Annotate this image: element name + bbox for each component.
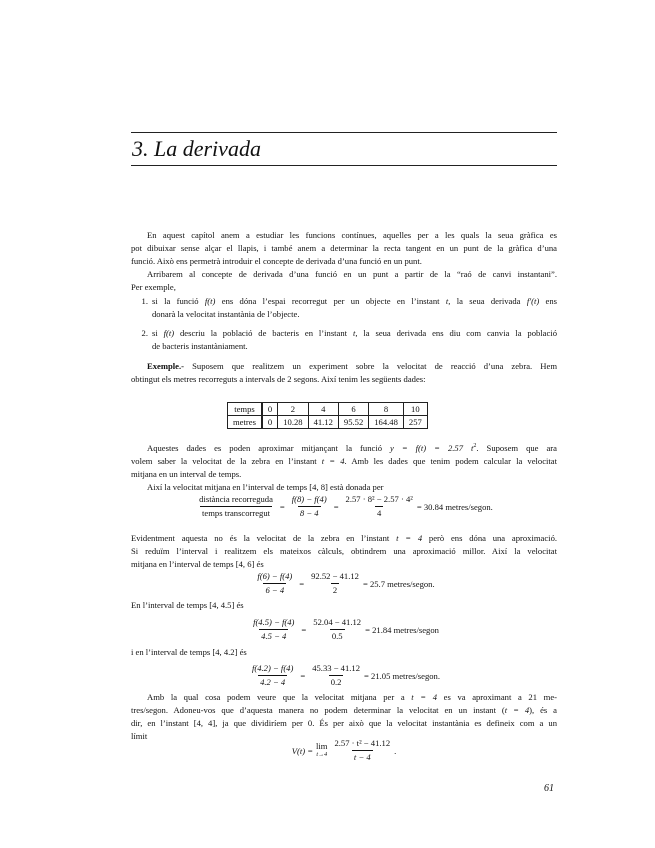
list-item [131, 327, 557, 353]
fraction [250, 663, 295, 688]
equation-5 [131, 738, 557, 763]
denominator: 0.5 [331, 631, 343, 641]
table-row [228, 403, 428, 416]
approx-paragraph [131, 440, 557, 494]
interval-text [131, 599, 557, 612]
equation-2: $\frac{f(6) - f(4)}{6 - 4}$ = $\frac{92.52 - 41.12}{2}$ = 25.7 metres/segon. [257, 571, 435, 595]
table-cell: 2 [278, 403, 308, 416]
text: està donada per [327, 481, 384, 492]
chapter-title: 3. La derivada [132, 136, 261, 161]
list-text: , la seua derivada ens diu com canvia la població [355, 328, 557, 338]
table-cell: 10.28 [278, 416, 308, 429]
top-rule [131, 132, 557, 133]
math: t [352, 328, 356, 338]
example-list [131, 295, 557, 353]
text: mitjana en un interval de temps. [131, 468, 242, 479]
fraction [309, 571, 361, 596]
table-cell: 0 [262, 416, 278, 429]
intro-line: En aquest capítol anem a estudiar les funcions contínues, aquelles per a les quals la seua gràfica es [147, 230, 557, 240]
text: volem saber la velocitat de la zebra en l’instant [131, 455, 322, 466]
text: es va aproximant a 21 me- [437, 692, 557, 702]
fraction [290, 494, 329, 519]
text: En l’interval de temps [131, 600, 210, 610]
denominator: 2 [332, 585, 338, 595]
denominator: 8 − 4 [299, 508, 319, 518]
bottom-rule [131, 165, 557, 166]
list-number: 1. [141, 296, 148, 306]
table-row-label: temps [228, 403, 262, 416]
intro-line: funció. Això ens permetrà introduir el concepte de derivada d’una funció en un punt. [131, 256, 422, 266]
intro-line: pot dibuixar sense alçar el llapis, i també anem a determinar la recta tangent en un punt de la gràfica d’una [131, 243, 557, 253]
numerator: f(8) − f(4) [291, 494, 327, 504]
list-text: ens [539, 296, 557, 306]
numerator: 2.57 · t² − 41.12 [334, 738, 391, 748]
example-label: Exemple.- [147, 361, 184, 371]
table-cell: 0 [262, 403, 278, 416]
lim-subscript: t→4 [316, 751, 328, 758]
denominator: 0.2 [330, 677, 342, 687]
example-text: Suposem que realitzem un experiment sobre la velocitat de reacció d’una zebra. Hem [184, 361, 557, 371]
math: t = 4 [504, 705, 530, 715]
table-cell: 4 [308, 403, 338, 416]
conclusion-paragraph [131, 691, 557, 743]
math: f(t) [163, 328, 175, 338]
lim-text: lim [316, 740, 328, 751]
interval-text [131, 646, 557, 659]
lhs: V(t) = [291, 745, 314, 756]
list-text: si la funció [152, 296, 205, 306]
table-cell: 8 [369, 403, 404, 416]
denominator: temps transcorregut [202, 508, 271, 518]
list-text: donarà la velocitat instantània de l’objecte. [152, 309, 300, 319]
example-text: obtingut els metres recorreguts a intervals de 2 segons. Així tenim les següents dades: [131, 374, 426, 384]
numerator: 92.52 − 41.12 [311, 571, 359, 581]
math: [4, 6] [235, 559, 255, 569]
text: . Amb les dades que tenim podem calcular la velocitat [344, 455, 557, 466]
text: Amb la qual cosa podem veure que la velocitat mitjana per a [147, 692, 412, 702]
result: = 21.84 metres/segon [365, 624, 439, 635]
fraction [255, 571, 294, 596]
fraction [251, 617, 296, 642]
table-row [228, 416, 428, 429]
list-text: , la seua derivada [448, 296, 527, 306]
data-table [227, 402, 428, 429]
math: [4, 4.2] [212, 647, 238, 657]
text: Evidentment aquesta no és la velocitat de la zebra en l’instant [131, 533, 397, 543]
text: dir, en l’instant [131, 718, 194, 728]
text: i en l’interval de temps [131, 647, 213, 657]
fraction [311, 617, 363, 642]
denominator: 4 [377, 508, 382, 518]
math: 2 [473, 443, 477, 449]
denominator: 6 − 4 [265, 585, 285, 595]
text: és [254, 559, 264, 569]
text: Si reduïm l’interval i realitzem els mateixos càlculs, obtindrem una aproximació millor. Així la velocitat [131, 546, 557, 556]
fraction [310, 663, 362, 688]
list-text: ens dóna l’espai recorregut per un objecte en l’instant [215, 296, 446, 306]
intro-line: Arribarem al concepte de derivada d’una funció en un punt a partir de la “raó de canvi instantani”. [147, 269, 557, 279]
math: f′(t) [526, 296, 540, 306]
list-text: de bacteris instantàniament. [152, 341, 248, 351]
intro-paragraph [131, 229, 557, 294]
numerator: f(4.5) − f(4) [253, 617, 295, 627]
equation-1: $\frac{\text{distància recorreguda}}{\text{temps transcorregut}}$ = $\frac{f(8) - f(4)}{8 - 4}$ = $\frac{\text{2.57 · 8² − 2.57 · 4²}}{4}$ = 30.84 metres/segon. [199, 494, 493, 518]
text: Així la velocitat mitjana en l’interval de temps [147, 481, 310, 492]
denominator: 4.5 − 4 [261, 631, 287, 641]
text: però ens dóna una aproximació. [422, 533, 558, 543]
list-item [131, 295, 557, 321]
table-cell: 164.48 [369, 416, 404, 429]
table-cell: 6 [338, 403, 368, 416]
fraction [197, 494, 275, 519]
math: t = 4 [321, 455, 345, 466]
numerator: f(4.2) − f(4) [251, 663, 294, 673]
result: = 30.84 metres/segon. [416, 501, 493, 512]
math: f(t) [204, 296, 216, 306]
table-cell: 257 [403, 416, 427, 429]
text: Aquestes dades es poden aproximar mitjançant la funció [147, 442, 391, 453]
math: y = f(t) = 2.57 t [390, 442, 474, 453]
example-paragraph [131, 360, 557, 386]
math: [4, 4] [193, 718, 216, 728]
numerator: 2.57 · 8² − 2.57 · 4² [345, 494, 413, 504]
text: és [234, 600, 244, 610]
text: és [237, 647, 247, 657]
math: [4, 8] [309, 481, 328, 492]
text: , ja que dividiríem per 0. És per això que la velocitat instantània es defineix com a un [215, 718, 557, 728]
intro-line: Per exemple, [131, 282, 176, 292]
text: mitjana en l’interval de temps [131, 559, 236, 569]
math: t = 4 [396, 533, 423, 543]
table-cell: 10 [403, 403, 427, 416]
numerator: distància recorreguda [199, 494, 273, 504]
math: t [445, 296, 449, 306]
list-text: si [152, 328, 164, 338]
list-number: 2. [141, 328, 148, 338]
equation-3: $\frac{f(4.5) - f(4)}{4.5 - 4}$ = $\frac{52.04 - 41.12}{0.5}$ = 21.84 metres/segon [253, 617, 439, 641]
limit [316, 742, 327, 760]
text: . Suposem que ara [476, 442, 557, 453]
equation-4: $\frac{f(4.2) - f(4)}{4.2 - 4}$ = $\frac{45.33 - 41.12}{0.2}$ = 21.05 metres/segon. [251, 663, 441, 687]
list-text: descriu la població de bacteris en l’instant [174, 328, 353, 338]
period: . [394, 745, 397, 756]
result: = 21.05 metres/segon. [364, 670, 441, 681]
table-cell: 41.12 [308, 416, 338, 429]
page-number: 61 [544, 783, 554, 794]
math: [4, 4.5] [209, 600, 235, 610]
fraction [332, 738, 392, 763]
math: t = 4 [411, 692, 438, 702]
numerator: 45.33 − 41.12 [312, 663, 361, 673]
fraction [344, 494, 415, 519]
numerator: f(6) − f(4) [257, 571, 293, 581]
numerator: 52.04 − 41.12 [313, 617, 362, 627]
result: = 25.7 metres/segon. [362, 578, 435, 589]
text: límit [131, 731, 148, 741]
denominator: 4.2 − 4 [260, 677, 286, 687]
text: ), és a [529, 705, 557, 715]
text: tres/segon. Adoneu-vos que d’aquesta manera no podem determinar la velocitat en un instant ( [131, 705, 505, 715]
table-cell: 95.52 [338, 416, 368, 429]
denominator: t − 4 [353, 752, 371, 762]
evident-paragraph [131, 532, 557, 571]
table-row-label: metres [228, 416, 262, 429]
